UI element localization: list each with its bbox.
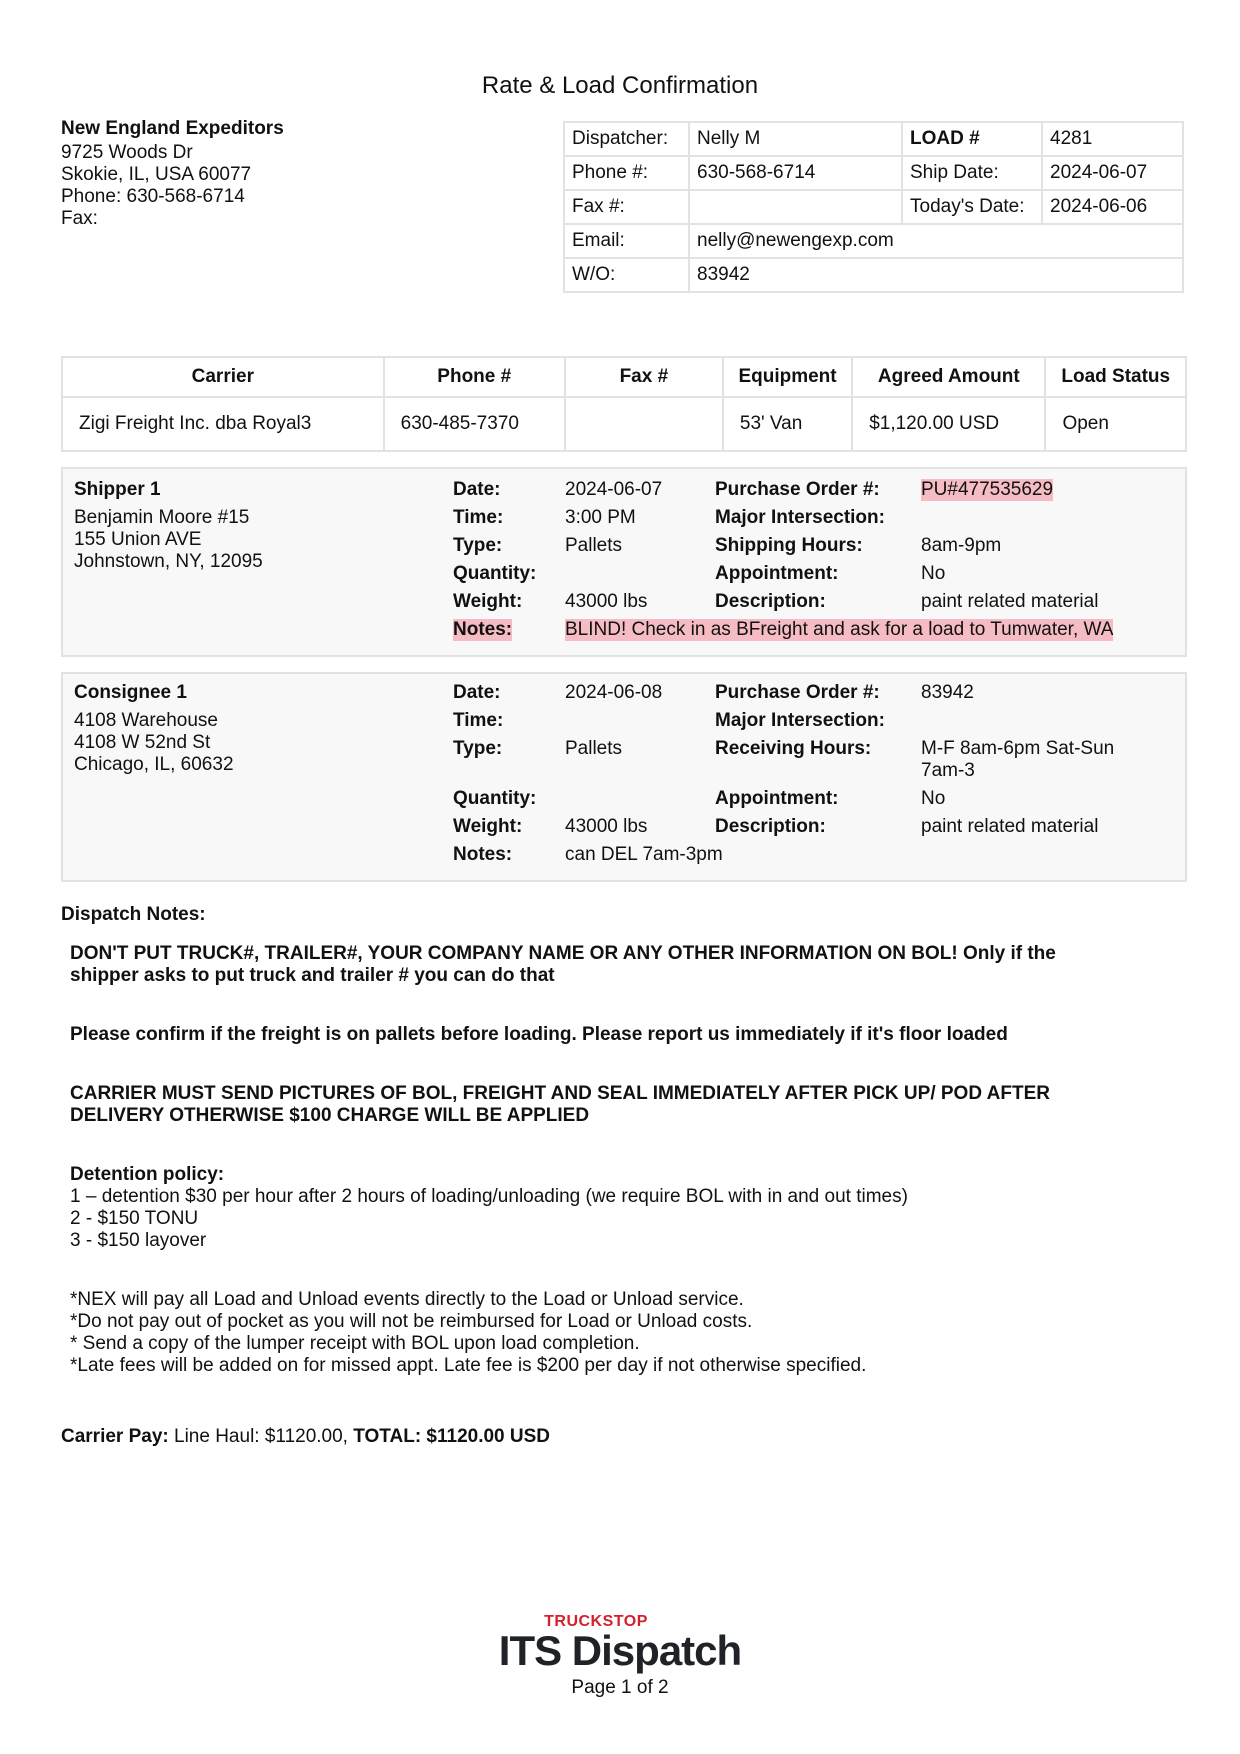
payment-notes: [70, 1289, 1180, 1377]
carrier-equipment: 53' Van: [723, 397, 852, 451]
consignee-heading: Consignee 1: [74, 682, 187, 703]
its-dispatch-logo: [0, 1610, 1240, 1672]
fax-value: [689, 190, 902, 224]
dispatch-note-pictures-line2: DELIVERY OTHERWISE $100 CHARGE WILL BE APPLIED: [70, 1105, 590, 1126]
todays-date-value: 2024-06-06: [1042, 190, 1183, 224]
info-row: [564, 258, 1183, 292]
work-order-label: W/O:: [564, 258, 689, 292]
payment-note: *Do not pay out of pocket as you will not be reimbursed for Load or Unload costs.: [70, 1311, 753, 1332]
consignee-description-label: Description:: [715, 816, 826, 837]
consignee-date: 2024-06-08: [565, 682, 663, 703]
consignee-weight: 43000 lbs: [565, 816, 648, 837]
fax-header: Fax #: [565, 357, 723, 397]
consignee-weight-label: Weight:: [453, 816, 523, 837]
dispatch-note-bol-line1: DON'T PUT TRUCK#, TRAILER#, YOUR COMPANY NAME OR ANY OTHER INFORMATION ON BOL! Only if the: [70, 943, 1056, 964]
carrier-pay: [61, 1426, 550, 1448]
equipment-header: Equipment: [723, 357, 852, 397]
shipper-description: paint related material: [921, 591, 1099, 612]
fax-label: Fax #:: [564, 190, 689, 224]
shipper-name: Benjamin Moore #15: [74, 507, 250, 528]
shipper-quantity-label: Quantity:: [453, 563, 537, 584]
consignee-street: 4108 W 52nd St: [74, 732, 211, 753]
shipper-hours: 8am-9pm: [921, 535, 1002, 556]
dispatch-info-table: [563, 121, 1184, 293]
company-block: [61, 118, 284, 230]
shipper-date-label: Date:: [453, 479, 501, 500]
load-number-label: LOAD #: [902, 122, 1042, 156]
todays-date-label: Today's Date:: [902, 190, 1042, 224]
phone-label: Phone #:: [564, 156, 689, 190]
dispatch-notes-title: Dispatch Notes:: [61, 904, 206, 925]
shipper-type-label: Type:: [453, 535, 503, 556]
shipper-description-label: Description:: [715, 591, 826, 612]
company-name: New England Expeditors: [61, 118, 284, 139]
detention-policy-title: Detention policy:: [70, 1164, 225, 1185]
info-row: [564, 190, 1183, 224]
its-dispatch-logo-text: ITS Dispatch: [498, 1627, 742, 1674]
dispatch-note-bol-line2: shipper asks to put truck and trailer # you can do that: [70, 965, 555, 986]
carrier-table: [61, 356, 1187, 452]
carrier-agreed-amount: $1,120.00 USD: [852, 397, 1045, 451]
consignee-quantity-label: Quantity:: [453, 788, 537, 809]
page-title: Rate & Load Confirmation: [481, 72, 759, 99]
shipper-appointment-label: Appointment:: [715, 563, 839, 584]
work-order-value: 83942: [689, 258, 1183, 292]
consignee-date-label: Date:: [453, 682, 501, 703]
page-number: Page 1 of 2: [571, 1677, 669, 1698]
consignee-type-label: Type:: [453, 738, 503, 759]
carrier-pay-label: Carrier Pay:: [61, 1426, 169, 1447]
dispatcher-value: Nelly M: [689, 122, 902, 156]
detention-item: 3 - $150 layover: [70, 1230, 207, 1251]
carrier-load-status: Open: [1045, 397, 1186, 451]
consignee-city: Chicago, IL, 60632: [74, 754, 234, 775]
dispatch-note-pallets: Please confirm if the freight is on pallets before loading. Please report us immediately if it's floor loaded: [70, 1024, 1008, 1045]
shipper-weight: 43000 lbs: [565, 591, 648, 612]
company-fax: Fax:: [61, 208, 98, 229]
shipper-time-label: Time:: [453, 507, 504, 528]
carrier-fax: [565, 397, 723, 451]
consignee-po: 83942: [921, 682, 974, 703]
shipper-date: 2024-06-07: [565, 479, 663, 500]
shipper-po-label: Purchase Order #:: [715, 479, 880, 500]
load-number-value: 4281: [1042, 122, 1183, 156]
dispatcher-label: Dispatcher:: [564, 122, 689, 156]
consignee-hours-label: Receiving Hours:: [715, 738, 872, 759]
shipper-intersection-label: Major Intersection:: [715, 507, 885, 528]
company-phone: Phone: 630-568-6714: [61, 186, 245, 207]
company-address-line2: Skokie, IL, USA 60077: [61, 164, 252, 185]
consignee-hours-line1: M-F 8am-6pm Sat-Sun: [921, 738, 1115, 759]
dispatch-note-pictures-line1: CARRIER MUST SEND PICTURES OF BOL, FREIGHT AND SEAL IMMEDIATELY AFTER PICK UP/ POD AFTER: [70, 1083, 1050, 1104]
dispatch-note-pictures: [70, 1083, 1180, 1127]
agreed-amount-header: Agreed Amount: [852, 357, 1045, 397]
email-value[interactable]: nelly@newengexp.com: [689, 224, 1183, 258]
truckstop-logo-text: TRUCKSTOP: [544, 1613, 648, 1630]
consignee-po-label: Purchase Order #:: [715, 682, 880, 703]
consignee-section: [61, 672, 1187, 882]
consignee-appointment-label: Appointment:: [715, 788, 839, 809]
shipper-weight-label: Weight:: [453, 591, 523, 612]
detention-policy: [70, 1164, 1180, 1252]
carrier-phone: 630-485-7370: [384, 397, 565, 451]
shipper-street: 155 Union AVE: [74, 529, 202, 550]
shipper-city: Johnstown, NY, 12095: [74, 551, 263, 572]
shipper-time: 3:00 PM: [565, 507, 636, 528]
shipper-type: Pallets: [565, 535, 623, 556]
shipper-notes: BLIND! Check in as BFreight and ask for a load to Tumwater, WA: [565, 619, 1114, 640]
shipper-po: PU#477535629: [921, 479, 1054, 500]
shipper-heading: Shipper 1: [74, 479, 161, 500]
consignee-appointment: No: [921, 788, 946, 809]
shipper-appointment: No: [921, 563, 946, 584]
payment-note: *Late fees will be added on for missed appt. Late fee is $200 per day if not otherwise specified.: [70, 1355, 867, 1376]
consignee-intersection-label: Major Intersection:: [715, 710, 885, 731]
consignee-type: Pallets: [565, 738, 623, 759]
shipper-notes-label: Notes:: [453, 619, 513, 640]
dispatch-note-bol: [70, 943, 1180, 987]
info-row: [564, 122, 1183, 156]
consignee-time-label: Time:: [453, 710, 504, 731]
payment-note: * Send a copy of the lumper receipt with BOL upon load completion.: [70, 1333, 640, 1354]
consignee-hours-line2: 7am-3: [921, 760, 975, 781]
consignee-notes: can DEL 7am-3pm: [565, 844, 723, 865]
shipper-section: [61, 467, 1187, 657]
ship-date-value: 2024-06-07: [1042, 156, 1183, 190]
consignee-description: paint related material: [921, 816, 1099, 837]
carrier-name: Zigi Freight Inc. dba Royal3: [62, 397, 384, 451]
info-row: [564, 224, 1183, 258]
info-row: [564, 156, 1183, 190]
consignee-notes-label: Notes:: [453, 844, 513, 865]
phone-value: 630-568-6714: [689, 156, 902, 190]
ship-date-label: Ship Date:: [902, 156, 1042, 190]
load-status-header: Load Status: [1045, 357, 1186, 397]
detention-item: 2 - $150 TONU: [70, 1208, 199, 1229]
carrier-header: Carrier: [62, 357, 384, 397]
carrier-header-row: [62, 357, 1186, 397]
shipper-hours-label: Shipping Hours:: [715, 535, 863, 556]
carrier-pay-total: TOTAL: $1120.00 USD: [353, 1426, 551, 1447]
carrier-pay-line-haul: Line Haul: $1120.00,: [168, 1426, 354, 1447]
phone-header: Phone #: [384, 357, 565, 397]
company-address-line1: 9725 Woods Dr: [61, 142, 193, 163]
carrier-row: [62, 397, 1186, 451]
email-label: Email:: [564, 224, 689, 258]
payment-note: *NEX will pay all Load and Unload events directly to the Load or Unload service.: [70, 1289, 744, 1310]
detention-item: 1 – detention $30 per hour after 2 hours of loading/unloading (we require BOL with in and out times): [70, 1186, 908, 1207]
consignee-name: 4108 Warehouse: [74, 710, 219, 731]
